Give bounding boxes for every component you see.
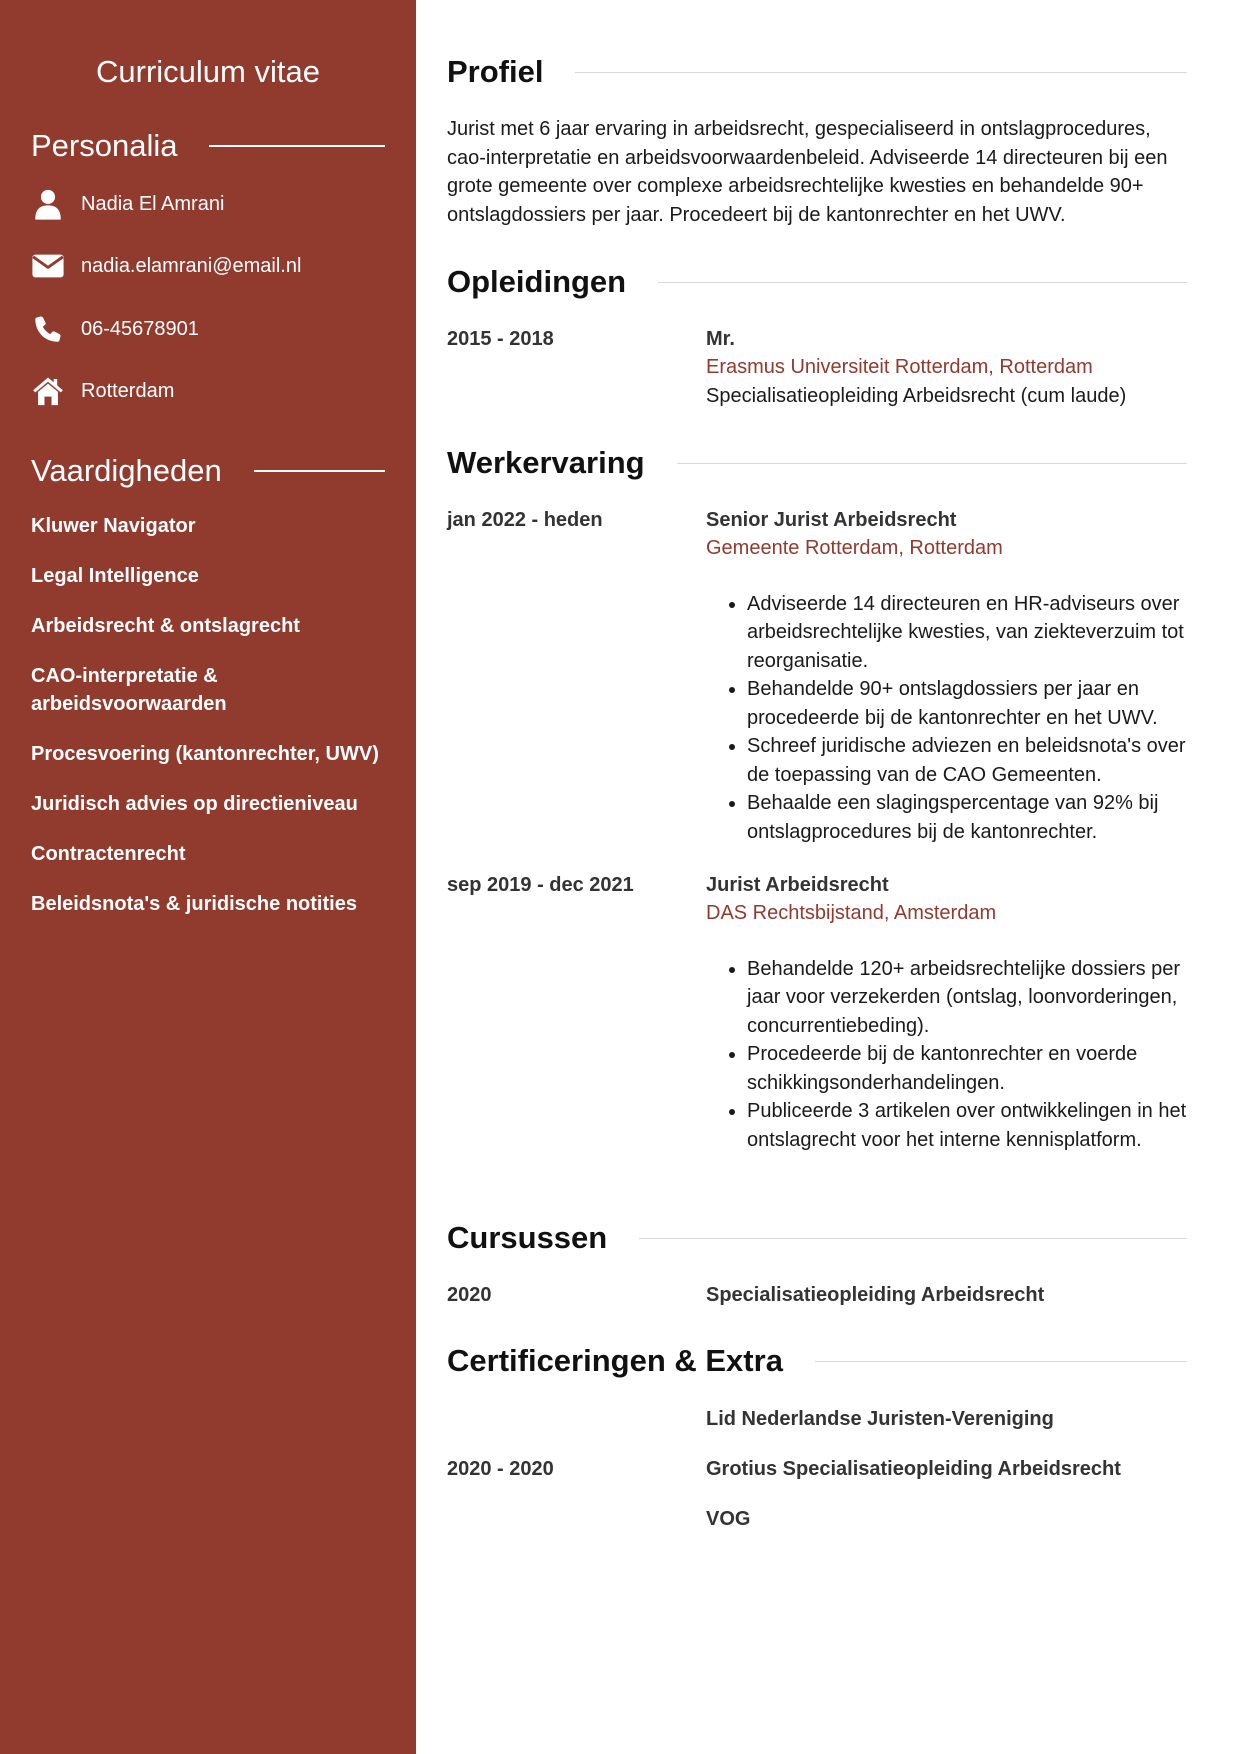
employer-name: DAS Rechtsbijstand, Amsterdam: [706, 902, 997, 924]
heading-divider: [575, 72, 1187, 73]
entry-date: 2020 - 2020: [447, 1458, 554, 1480]
entry-body: [706, 1405, 1187, 1433]
cv-title: Curriculum vitae: [96, 54, 320, 89]
contact-email-text[interactable]: nadia.elamrani@email.nl: [81, 254, 302, 277]
contact-name: [31, 186, 385, 222]
entry-body: [706, 506, 1187, 846]
contact-location-text: Rotterdam: [81, 379, 175, 402]
job-title: Jurist Arbeidsrecht: [706, 874, 889, 896]
entry-body: [706, 1505, 1187, 1533]
skill-item: Procesvoering (kantonrechter, UWV): [31, 743, 379, 765]
certifications-heading-text: Certificeringen & Extra: [447, 1343, 783, 1378]
sidebar: [0, 0, 416, 1754]
achievement-item: • Publiceerde 3 artikelen over ontwikkelingen in het ontslagrecht voor het interne kennisplatform.: [747, 1097, 1187, 1154]
achievement-item: • Adviseerde 14 directeuren en HR-adviseurs over arbeidsrechtelijke kwesties, van ziekteverzuim tot reorganisatie.: [747, 590, 1187, 676]
achievements-list: [706, 955, 1187, 1155]
heading-divider: [658, 282, 1187, 283]
certification-title: Grotius Specialisatieopleiding Arbeidsrecht: [706, 1458, 1121, 1480]
education-note: Specialisatieopleiding Arbeidsrecht (cum laude): [706, 384, 1127, 407]
skills-list: [31, 512, 385, 940]
employer-name: Gemeente Rotterdam, Rotterdam: [706, 537, 1003, 559]
achievement-item: • Procedeerde bij de kantonrechter en voerde schikkingsonderhandelingen.: [747, 1040, 1187, 1097]
entry-date: 2020: [447, 1284, 492, 1306]
envelope-icon: [31, 249, 65, 283]
skill-item: Kluwer Navigator: [31, 515, 196, 537]
user-icon: [31, 187, 65, 221]
profile-text: Jurist met 6 jaar ervaring in arbeidsrecht, gespecialiseerd in ontslagprocedures, cao-interpretatie en arbeidsvoorwaardenbeleid. Adviseerde 14 directeuren bij een grote gemeente over complexe arbeidsrechtelijke kwesties en behandelde 90+ ontslagdossiers per jaar. Procedeert bij de kantonrechter en het UWV.: [447, 118, 1168, 226]
education-heading: [447, 262, 1187, 302]
courses-heading-text: Cursussen: [447, 1220, 608, 1255]
contact-name-text: Nadia El Amrani: [81, 192, 225, 215]
experience-heading: [447, 443, 1187, 483]
achievement-item: • Schreef juridische adviezen en beleidsnota's over de toepassing van de CAO Gemeenten.: [747, 732, 1187, 789]
heading-divider: [254, 470, 385, 472]
certifications-heading: [447, 1341, 1187, 1381]
home-icon: [31, 374, 65, 408]
phone-icon: [31, 312, 65, 346]
course-title: Specialisatieopleiding Arbeidsrecht: [706, 1284, 1045, 1306]
achievement-item: • Behaalde een slagingspercentage van 92% bij ontslagprocedures bij de kantonrechter.: [747, 789, 1187, 846]
skill-item: Beleidsnota's & juridische notities: [31, 893, 357, 915]
achievements-list: [706, 590, 1187, 847]
skill-item: Juridisch advies op directieniveau: [31, 793, 358, 815]
heading-divider: [815, 1361, 1187, 1362]
job-title: Senior Jurist Arbeidsrecht: [706, 509, 957, 531]
entry-body: [706, 1455, 1187, 1483]
skills-heading: [31, 451, 385, 491]
achievement-item: • Behandelde 90+ ontslagdossiers per jaar en procedeerde bij de kantonrechter en het UWV.: [747, 675, 1187, 732]
profile-heading: [447, 52, 1187, 92]
skill-item: CAO-interpretatie & arbeidsvoorwaarden: [31, 665, 227, 715]
entry-body: [706, 871, 1187, 1154]
heading-divider: [639, 1238, 1187, 1239]
achievement-item: • Behandelde 120+ arbeidsrechtelijke dossiers per jaar voor verzekerden (ontslag, loonvorderingen, concurrentiebeding).: [747, 955, 1187, 1041]
heading-divider: [677, 463, 1187, 464]
profile-heading-text: Profiel: [447, 54, 544, 89]
entry-date: sep 2019 - dec 2021: [447, 874, 634, 896]
degree-title: Mr.: [706, 328, 735, 350]
heading-divider: [209, 145, 385, 147]
skills-heading-text: Vaardigheden: [31, 453, 222, 488]
contact-location: [31, 373, 385, 409]
skill-item: Legal Intelligence: [31, 565, 199, 587]
entry-date: 2015 - 2018: [447, 328, 554, 350]
skill-item: Contractenrecht: [31, 843, 186, 865]
entry-date: jan 2022 - heden: [447, 509, 603, 531]
entry-body: [706, 325, 1187, 410]
courses-heading: [447, 1218, 1187, 1258]
certification-title: Lid Nederlandse Juristen-Vereniging: [706, 1408, 1054, 1430]
certification-title: VOG: [706, 1508, 751, 1530]
institution-name: Erasmus Universiteit Rotterdam, Rotterdam: [706, 356, 1093, 378]
personalia-heading-text: Personalia: [31, 128, 178, 163]
experience-heading-text: Werkervaring: [447, 445, 645, 480]
contact-phone[interactable]: [31, 311, 385, 347]
skill-item: Arbeidsrecht & ontslagrecht: [31, 615, 300, 637]
contact-phone-text[interactable]: 06-45678901: [81, 317, 199, 340]
entry-body: [706, 1281, 1187, 1309]
contact-email[interactable]: [31, 248, 385, 284]
main-content: [447, 0, 1187, 1754]
personalia-heading: [31, 126, 385, 166]
education-heading-text: Opleidingen: [447, 264, 627, 299]
